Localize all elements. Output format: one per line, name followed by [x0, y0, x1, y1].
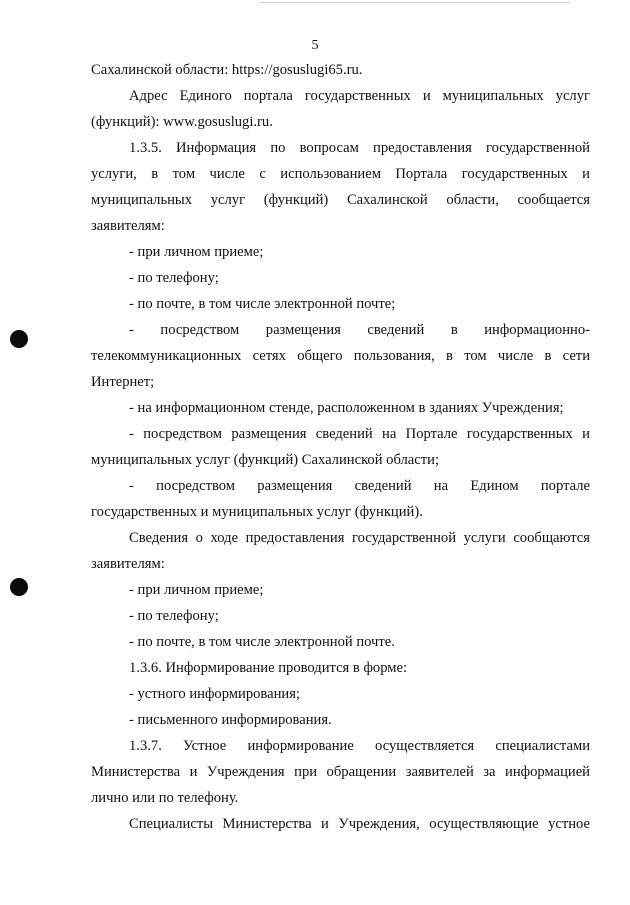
text-line: лично или по телефону.: [91, 790, 239, 806]
list-item: - посредством размещения сведений в информационно-: [129, 322, 590, 338]
punch-hole-bottom: [10, 578, 28, 596]
list-item: - посредством размещения сведений на Портале государственных и: [129, 426, 590, 442]
list-item: - по телефону;: [129, 270, 219, 286]
text-line: 1.3.5. Информация по вопросам предоставления государственной: [129, 140, 590, 156]
list-item: - на информационном стенде, расположенном в зданиях Учреждения;: [129, 400, 564, 416]
text-line: муниципальных услуг (функций) Сахалинской области, сообщается: [91, 192, 590, 208]
text-line: государственных и муниципальных услуг (функций).: [91, 504, 423, 520]
text-line: телекоммуникационных сетях общего пользования, в том числе в сети: [91, 348, 590, 364]
text-line: услуги, в том числе с использованием Портала государственных и: [91, 166, 590, 182]
list-item: - по почте, в том числе электронной почте;: [129, 296, 396, 312]
text-line: Интернет;: [91, 374, 155, 390]
list-item: - устного информирования;: [129, 686, 300, 702]
page-number: 5: [311, 38, 319, 53]
text-line: заявителям:: [91, 556, 165, 572]
text-line: Специалисты Министерства и Учреждения, осуществляющие устное: [129, 816, 590, 832]
list-item: - по телефону;: [129, 608, 219, 624]
scan-edge-line: [260, 2, 570, 3]
text-line: 1.3.6. Информирование проводится в форме:: [129, 660, 408, 676]
text-line: (функций): www.gosuslugi.ru.: [91, 114, 273, 130]
list-item: - посредством размещения сведений на Едином портале: [129, 478, 590, 494]
text-line: Адрес Единого портала государственных и муниципальных услуг: [129, 88, 590, 104]
list-item: - по почте, в том числе электронной почте.: [129, 634, 395, 650]
list-item: - при личном приеме;: [129, 244, 264, 260]
text-line: муниципальных услуг (функций) Сахалинской области;: [91, 452, 440, 468]
list-item: - при личном приеме;: [129, 582, 264, 598]
punch-hole-top: [10, 330, 28, 348]
list-item: - письменного информирования.: [129, 712, 332, 728]
text-line: Сахалинской области: https://gosuslugi65.ru.: [91, 62, 363, 78]
text-line: Министерства и Учреждения при обращении заявителей за информацией: [91, 764, 590, 780]
text-line: Сведения о ходе предоставления государственной услуги сообщаются: [129, 530, 590, 546]
text-line: 1.3.7. Устное информирование осуществляется специалистами: [129, 738, 590, 754]
text-line: заявителям:: [91, 218, 165, 234]
document-body: [91, 57, 590, 837]
